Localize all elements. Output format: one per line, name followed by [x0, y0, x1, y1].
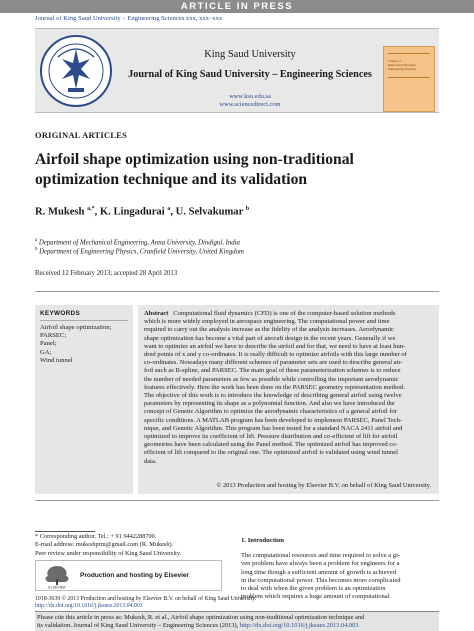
- author-separator: ,: [170, 206, 176, 218]
- corresponding-author-note: * Corresponding author. Tel.: + 91 9442288700.: [35, 533, 157, 540]
- abstract-line: foil such as B-spline, and PARSEC. The main goal of these parameterization schemes is to reduce: [144, 367, 401, 375]
- university-name: King Saud University: [204, 49, 296, 60]
- abstract-line: concept of Genetic Algorithm to optimize the aerodynamic characteristics of a general airfoil for: [144, 408, 397, 416]
- keywords-heading: KEYWORDS: [40, 310, 81, 317]
- abstract-line: geometries have been calculated using the Panel method. The optimized airfoil has improved co-: [144, 441, 398, 449]
- abstract-box: [138, 305, 439, 494]
- keyword-item: Panel;: [40, 340, 57, 348]
- elsevier-wordmark: ELSEVIER: [48, 585, 66, 589]
- cover-line: Engineering Sciences: [388, 67, 416, 71]
- abstract-text: [144, 310, 433, 466]
- article-in-press-banner: ARTICLE IN PRESS: [0, 0, 474, 13]
- doi-link[interactable]: http://dx.doi.org/10.1016/j.jksues.2013.04.003: [35, 603, 143, 610]
- divider: [40, 320, 128, 321]
- citation-line: Please cite this article in press as: Mukesh, R. et al., Airfoil shape optimization using non-traditional optimization technique and: [37, 614, 365, 621]
- sciencedirect-url-link[interactable]: www.sciencedirect.com: [219, 101, 281, 108]
- abstract-line: the number of needed parameters as few as possible while controlling the important aerodynamic: [144, 375, 399, 383]
- affiliation-a-text: Department of Mechanical Engineering, Anna University, Dindigul, India: [38, 239, 240, 247]
- peer-review-note: Peer review under responsibility of King Saud University.: [35, 550, 182, 557]
- keywords-box: [35, 305, 133, 494]
- intro-line: to deal with when the given problem is an optimization: [241, 585, 386, 593]
- introduction-text: [241, 552, 439, 602]
- section-tag: ORIGINAL ARTICLES: [35, 131, 128, 140]
- title-line: Airfoil shape optimization using non-traditional: [35, 151, 354, 168]
- intro-line: ven problem have always been a problem for engineers for a: [241, 560, 400, 568]
- affiliation-marker[interactable]: a: [167, 206, 171, 212]
- affiliation-marker[interactable]: a,*: [87, 206, 95, 212]
- abstract-line: specific conditions. A MATLAB program has been developed to implement PARSEC, Panel Tech-: [144, 416, 403, 424]
- divider: [35, 291, 439, 292]
- journal-header: [35, 28, 439, 113]
- journal-name: Journal of King Saud University – Engineering Sciences: [128, 69, 372, 80]
- author-separator: ,: [94, 206, 100, 218]
- affiliation-b-marker: b: [35, 247, 38, 252]
- divider: [35, 500, 439, 501]
- title-line: optimization technique and its validation: [35, 171, 308, 188]
- keyword-item: GA;: [40, 348, 52, 356]
- abstract-line: efficient of lift compared to the original one. The optimized airfoil is validated using wind tunnel: [144, 449, 398, 457]
- abstract-line: parameters by representing its shape as a polynomial function. And also we have introduced the: [144, 400, 395, 408]
- issn-line: 1018-3639 © 2013 Production and hosting by Elsevier B.V. on behalf of King Saud University.: [35, 596, 257, 602]
- keyword-item: Wind tunnel: [40, 356, 73, 364]
- ksu-url-link[interactable]: www.ksu.edu.sa: [229, 93, 271, 100]
- publication-ids: [35, 596, 256, 610]
- cover-line: Journal of: [388, 59, 401, 63]
- intro-line: The computational resources and time required to solve a gi-: [241, 552, 401, 559]
- cover-line: King Saud University: [388, 63, 416, 67]
- affiliation-a-marker: a: [35, 238, 38, 243]
- affiliation-b: [35, 247, 244, 255]
- abstract-line: dred points of x and y co-ordinates. It is really difficult to optimize airfoils with this large number of: [144, 351, 407, 359]
- intro-line: in the computational power. This becomes more complicated: [241, 576, 401, 584]
- abstract-line: data.: [144, 457, 157, 465]
- email-note[interactable]: E-mail address: mukeshprm@gmail.com (R. Mukesh).: [35, 541, 174, 548]
- abstract-line: nique, and Genetic Algorithm. This program has been tested for a standard NACA 2411 airfoil and: [144, 424, 403, 432]
- citation-bar: [35, 611, 439, 631]
- abstract-line: want to optimize an airfoil we have to describe the airfoil and for that, we need to have at least hun-: [144, 342, 406, 350]
- footnote-rule: [35, 531, 95, 532]
- abstract-line: which is more widely employed in aerospace engineering. The computational power and time: [144, 318, 390, 326]
- affiliation-b-text: Department of Engineering Physics, Cranfield University, United Kingdom: [39, 248, 244, 256]
- journal-reference-link[interactable]: Journal of King Saud University – Engineering Sciences xxx, xxx–xxx: [35, 15, 223, 22]
- author-name[interactable]: K. Lingadurai: [99, 206, 165, 218]
- keyword-item: PARSEC;: [40, 332, 67, 340]
- affiliation-marker[interactable]: b: [245, 206, 250, 212]
- received-accepted-dates: Received 12 February 2013; accepted 28 April 2013: [35, 270, 178, 277]
- article-title: [35, 150, 435, 190]
- ksu-logo-icon: [38, 33, 114, 109]
- intro-line: problem which requires a huge amount of computational: [241, 593, 390, 601]
- affiliation-a: [35, 238, 240, 246]
- citation-doi-link[interactable]: http://dx.doi.org/10.1016/j.jksues.2013.04.003: [239, 622, 359, 629]
- intro-line: long time though a sufficient amount of growth is achieved: [241, 568, 396, 576]
- abstract-line-text: Computational fluid dynamics (CFD) is one of the computer-based solution methods: [173, 310, 396, 317]
- abstract-line: required to carry out the analysis increase as the fidelity of the analysis increases. Aerodynamic: [144, 326, 394, 334]
- journal-cover-thumbnail: [383, 46, 435, 112]
- abstract-line: The objective of this work is to introduce the knowledge of describing general airfoil using twelve: [144, 392, 402, 400]
- elsevier-tree-icon: [39, 563, 75, 589]
- elsevier-hosting-label: Production and hosting by Elsevier: [80, 572, 190, 579]
- citation-line: [37, 622, 437, 630]
- abstract-line: co-ordinates. Nowadays many different schemes of parameter sets are used to describe general air-: [144, 359, 403, 367]
- elsevier-badge: [35, 560, 222, 591]
- abstract-line: [144, 310, 433, 318]
- abstract-copyright: © 2013 Production and hosting by Elsevier B.V. on behalf of King Saud University.: [216, 482, 431, 489]
- abstract-line: features effectively. Here the work has been done on the PARSEC geometry representation method.: [144, 383, 405, 391]
- author-name[interactable]: U. Selvakumar: [175, 206, 244, 218]
- author-list: [35, 206, 249, 218]
- introduction-heading: 1. Introduction: [241, 537, 284, 544]
- abstract-label: Abstract: [144, 310, 169, 317]
- keyword-item: Airfoil shape optimization;: [40, 324, 112, 331]
- abstract-line: shape optimization has become a vital part of aircraft design in the recent years. Generally if we: [144, 334, 396, 342]
- citation-text: its validation. Journal of King Saud University – Engineering Sciences (2013),: [37, 622, 240, 629]
- author-name[interactable]: R. Mukesh: [35, 206, 85, 218]
- abstract-line: optimized to improve its coefficient of lift. Pressure distribution and co-efficient of lift for airfoil: [144, 433, 398, 441]
